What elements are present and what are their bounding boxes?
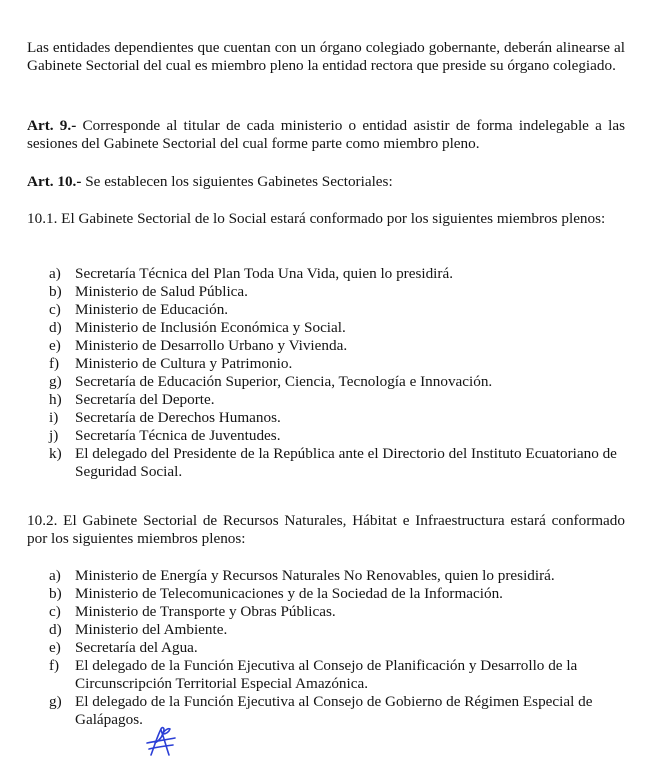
list-marker: e) — [49, 337, 61, 354]
list-item — [27, 355, 625, 373]
article-10-text: Se establecen los siguientes Gabinetes Sectoriales: — [81, 173, 393, 190]
article-10-label: Art. 10.- — [27, 173, 82, 190]
list-item-text: Ministerio de Telecomunicaciones y de la Sociedad de la Información. — [75, 585, 503, 602]
list-item — [27, 693, 625, 729]
list-item-text: El delegado de la Función Ejecutiva al Consejo de Planificación y Desarrollo de la Circunscripción Territorial Especial Amazónica. — [75, 657, 578, 692]
list-item-text: Secretaría del Agua. — [75, 639, 198, 656]
list-item-text: Secretaría del Deporte. — [75, 391, 215, 408]
list-item — [27, 445, 625, 481]
list-item — [27, 621, 625, 639]
list-item — [27, 657, 625, 693]
list-item-text: El delegado del Presidente de la República ante el Directorio del Instituto Ecuatoriano de Seguridad Social. — [75, 445, 617, 480]
list-marker: d) — [49, 621, 62, 638]
list-item — [27, 391, 625, 409]
list-item-text: Secretaría de Derechos Humanos. — [75, 409, 281, 426]
list-marker: c) — [49, 603, 61, 620]
list-item-text: Ministerio de Transporte y Obras Públicas. — [75, 603, 336, 620]
list-marker: a) — [49, 567, 61, 584]
list-marker: c) — [49, 301, 61, 318]
list-marker: e) — [49, 639, 61, 656]
list-item-text: Secretaría de Educación Superior, Ciencia, Tecnología e Innovación. — [75, 373, 493, 390]
list-item-text: El delegado de la Función Ejecutiva al Consejo de Gobierno de Régimen Especial de Galápagos. — [75, 693, 593, 728]
list-item — [27, 567, 625, 585]
list-item — [27, 337, 625, 355]
list-item-text: Ministerio de Cultura y Patrimonio. — [75, 355, 293, 372]
list-marker: g) — [49, 693, 62, 710]
list-item — [27, 427, 625, 445]
list-marker: j) — [49, 427, 59, 444]
list-item — [27, 585, 625, 603]
list-item-text: Ministerio del Ambiente. — [75, 621, 228, 638]
article-10 — [27, 173, 625, 191]
article-9 — [27, 117, 625, 153]
list-item-text: Ministerio de Inclusión Económica y Social. — [75, 319, 346, 336]
list-item-text: Ministerio de Desarrollo Urbano y Vivienda. — [75, 337, 348, 354]
list-item-text: Secretaría Técnica de Juventudes. — [75, 427, 281, 444]
list-item-text: Ministerio de Salud Pública. — [75, 283, 248, 300]
section-10-1-intro: 10.1. El Gabinete Sectorial de lo Social estará conformado por los siguientes miembros plenos: — [27, 210, 606, 227]
list-item — [27, 301, 625, 319]
section-10-1-list — [27, 265, 625, 481]
section-10-2-list — [27, 567, 625, 729]
article-9-label: Art. 9.- — [27, 117, 77, 134]
paragraph-dependent-entities: Las entidades dependientes que cuentan con un órgano colegiado gobernante, deberán alinearse al Gabinete Sectorial del cual es miembro pleno la entidad rectora que preside su órgano colegiado. — [27, 39, 625, 74]
article-9-text: Corresponde al titular de cada ministerio o entidad asistir de forma indelegable a las sesiones del Gabinete Sectorial del cual forme parte como miembro pleno. — [27, 117, 626, 152]
list-marker: h) — [49, 391, 62, 408]
list-item — [27, 373, 625, 391]
list-marker: k) — [49, 445, 62, 462]
list-item — [27, 283, 625, 301]
list-item — [27, 603, 625, 621]
list-marker: i) — [49, 409, 59, 426]
list-marker: f) — [49, 657, 60, 674]
list-item-text: Secretaría Técnica del Plan Toda Una Vida, quien lo presidirá. — [75, 265, 454, 282]
list-marker: b) — [49, 585, 62, 602]
list-marker: g) — [49, 373, 62, 390]
list-item — [27, 319, 625, 337]
handwritten-initials-signature — [142, 722, 178, 758]
list-marker: f) — [49, 355, 60, 372]
list-marker: b) — [49, 283, 62, 300]
list-marker: d) — [49, 319, 62, 336]
list-item — [27, 639, 625, 657]
list-item-text: Ministerio de Energía y Recursos Naturales No Renovables, quien lo presidirá. — [75, 567, 555, 584]
list-item — [27, 265, 625, 283]
list-marker: a) — [49, 265, 61, 282]
section-10-2-intro: 10.2. El Gabinete Sectorial de Recursos Naturales, Hábitat e Infraestructura estará conformado por los siguientes miembros plenos: — [27, 512, 625, 547]
list-item — [27, 409, 625, 427]
list-item-text: Ministerio de Educación. — [75, 301, 229, 318]
